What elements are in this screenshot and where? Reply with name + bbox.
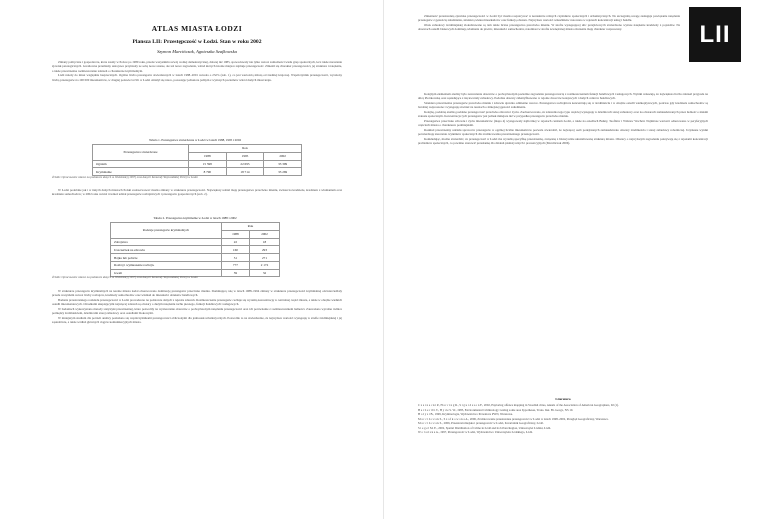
table-cell: Uszczerbek na zdrowiu	[111, 246, 222, 254]
table1-year-group: Rok	[188, 145, 301, 153]
table1-head-label: Przestępstwa stwierdzone	[93, 145, 189, 161]
table-cell: Rozbój i wymuszenie rozbójn.	[111, 261, 222, 269]
table-cell: 777	[221, 261, 249, 269]
table2-year: 1988	[221, 230, 249, 238]
right-text-top	[418, 14, 680, 32]
literature-item: H e r b e r t D. T., H y d e S. W., 1985, Environmental Criminology: testing some area hypotheses, Trans. Inst. Br. Geogr., NS 10.	[418, 407, 574, 412]
authors: Szymon Marcińczak, Agnieszka Szafkowska	[157, 49, 237, 54]
table-cell: Kryminalne	[93, 168, 189, 176]
table1-caption: Tabela 1. Przestępstwa stwierdzone w Łodzi w latach 1988, 1995 i 2002	[148, 138, 242, 142]
paragraph: Zmienność przestrzenną zjawiska przestępczości w Łodzi być można rozpatrywać w kontekście różnych czynników społecznych i urbanistycznych. Na szczególną uwagę zasługuje powiązanie natężenia przestępstw z gęstością zaludnienia, strukturą wieku mieszkańców oraz funkcją obszaru. Najwyższe wartości wskaźników notowano w rejonach koncentracji usług i handlu.	[418, 14, 680, 23]
table-cell: 32	[250, 269, 280, 277]
paragraph: Struktura przestrzenna przestępstw przeciwko mieniu i zdrowiu ujawnia odmienne wzorce. Przestępstwa rozbójnicze koncentrują się w śródmieściu i w obrębie osiedli wielkopłytowych, podczas gdy kradzieże samochodów są bardziej rozproszone i występują również na terenach o mniejszej gęstości zaludnienia.	[418, 100, 708, 110]
paragraph: W badaniach wykorzystano metody statystyki przestrzennej, które pozwoliły na wyznaczenie obszarów o podwyższonym natężeniu przestępczości oraz ich porównanie z rozmieszczeniem ludności. Zauważono wyraźne różnice pomiędzy śródmieściem, dzielnicami starej zabudowy oraz osiedlami blokowymi.	[52, 306, 342, 316]
literature-item: S i e g e l M. E., 2002, Spatial Distribution of Crime in Łódź and its Urban Region, Uniwersytet Łódzki, Łódź.	[418, 425, 551, 430]
literature-item: H o ł y s t B., 1999, Kryminologia, Wydawnictwo Prawnicze PWN, Warszawa.	[418, 412, 513, 416]
atlas-title: ATLAS MIASTA ŁODZI	[151, 24, 243, 33]
literature-item: M a r c i ń c z a k S., S z a f k o w s k a A., 2006, Zróżnicowanie przestrzenne przestępczości w Łodzi w latach 1998–2002, Przegląd Geograficzny, Warszawa.	[418, 416, 609, 421]
table2	[110, 222, 280, 277]
table2-caption: Tabela 2. Przestępstwa kryminalne w Łodzi w latach 1988 i 2002	[153, 216, 237, 220]
table2-year: 2002	[250, 230, 280, 238]
right-text-body	[418, 92, 708, 145]
page-spine	[383, 0, 384, 519]
table-cell: 59	[221, 269, 249, 277]
table1-year: 2002	[264, 152, 302, 160]
table-cell: 51	[221, 254, 249, 262]
table-cell: 2 172	[250, 261, 280, 269]
literature-heading: Literatura	[555, 397, 571, 401]
table1	[92, 144, 302, 176]
right-page	[384, 0, 768, 519]
paragraph: Zmiany polityczne i gospodarcze, które zaszły w Polsce po 1989 roku, przede wszystkim rozwój wolnej demokratycznej, dalszej niż 1985, spowodowały nie tylko wzrost zamożności wielu grup społecznych, lecz także narastanie zjawisk patologicznych. Gwałtowne przemiany ustrojowe przyniosły ze sobą nowe szanse, ale też nowe zagrożenia, wśród których istotne miejsce zajmuje przestępczość. Zmienił się charakter przestępczości, jej struktura i natężenie, a także przestrzenne rozmieszczenie zdarzeń o charakterze kryminalnym.	[52, 60, 342, 73]
plate-title: Plansza LII: Przestępczość w Łodzi. Stan w roku 2002	[132, 39, 262, 45]
end-text	[52, 289, 342, 325]
table1-source: Źródło: Opracowanie własne na podstawie danych A. Wolańskiej (1997) oraz danych Komendy Wojewódzkiej Policji w Łodzi.	[52, 175, 199, 179]
paragraph: Rozkład przestrzenny udziału sprawców przestępstw w ogólnej liczbie mieszkańców pozwala stwierdzić, że najwięcej osób podejrzanych zamieszkiwało obszary śródmieścia i starej zabudowy robotniczej. Uzyskane wyniki potwierdzają znaczenie czynników społecznych dla zróżnicowania przestrzennego przestępczości.	[418, 127, 708, 137]
plate-number-badge: LII	[689, 7, 741, 62]
table-cell: 293	[250, 246, 280, 254]
table1-year: 1988	[188, 152, 226, 160]
table1-year: 1995	[226, 152, 264, 160]
intro-text	[52, 60, 342, 82]
table-cell: 18 714	[226, 168, 264, 176]
table2-source: Źródło: Opracowanie własne na podstawie danych A. Wolańskiej (1997) oraz danych Komendy Wojewódzkiej Policji w Łodzi.	[52, 275, 199, 279]
table2-head-label: Rodzaje przestępstw kryminalnych	[111, 223, 222, 239]
table-cell: Ogółem	[93, 160, 189, 168]
mid-text	[52, 188, 342, 197]
table-cell: Bójka lub pobicie	[111, 254, 222, 262]
paragraph: W niniejszym studium dla potrzeb analizy posłużono się współczynnikami przestępczości obliczonymi dla jednostek urbanistycznych. Pozwoliło to na stwierdzenie, że najwyższe wartości występują w strefie śródmiejskiej i jej sąsiedztwie, a także wzdłuż głównych ciągów komunikacyjnych miasta.	[52, 315, 342, 325]
literature-item: W o l a ń s k a A., 1997, Przestępczość w Łodzi, Wydawnictwo Uniwersytetu Łódzkiego, Łódź.	[418, 430, 533, 434]
table-row	[111, 254, 280, 262]
paragraph: Łódź należy do miast względnie bezpiecznych. Ogólna liczba przestępstw stwierdzonych w latach 1988–2001 wzrosła o 232% (zob. 1), co jest wartością niższą od średniej krajowej. Współczynnik przestępczości, wyrażony liczbą przestępstw na 100 000 mieszkańców, w drugiej połowie lat 90. w Łodzi obniżył się nieco, pozostając jednak na jednym z wyższych poziomów wśród dużych miast kraju.	[52, 73, 342, 82]
table-row	[111, 246, 280, 254]
paragraph: W Łodzi podobnie jak i w innych dużych miastach Polski zaobserwować można zmiany w strukturze przestępczości. Największy udział mają przestępstwa przeciwko mieniu, zwłaszcza kradzieże, kradzieże z włamaniem oraz kradzieże samochodów; w 2002 roku wzrósł również udział przestępstw rozbójniczych i przestępstw gospodarczych (zob. 2).	[52, 188, 342, 197]
paragraph: Konkludując, można stwierdzić, że przestępczość w Łodzi ma wyraźną specyfikę przestrzenną, związaną z historycznie ukształtowaną strukturą miasta. Obszary o najwyższym zagrożeniu pokrywają się z rejonami koncentracji problemów społecznych, co powinno stanowić przesłankę dla działań planistycznych i prewencyjnych (Marcińczak 2006).	[418, 136, 708, 145]
table-row	[111, 238, 280, 246]
paragraph: Badania przestrzennego rozkładu przestępczości w Łodzi prowadzono na podstawie danych z rejestru zdarzeń. Rozmieszczenie przestępstw cechuje się wyraźną koncentracją w centralnej części miasta, a także w obrębie wielkich osiedli mieszkaniowych. Ośrodkami skupiającymi najwięcej zdarzeń są obszary o dużym natężeniu ruchu pieszego, funkcji handlowych i usługowych.	[52, 297, 342, 307]
table-cell: 33 269	[264, 168, 302, 176]
table-cell: 18	[250, 238, 280, 246]
table-cell: 33 399	[264, 160, 302, 168]
paragraph: Przestępstwa przeciwko zdrowiu i życiu mieszkańców (mapa 4) występowały najliczniej w rejonach centrum Łodzi, a także na osiedlach Bałuty, Teofilów i Widzew Wschód. Najniższe wartości odnotowano w peryferyjnych częściach miasta o charakterze podmiejskim.	[418, 118, 708, 128]
literature-item: M a r c i ń c z a k S., 2006, Przestrzeń miejska i przestępczość w Łodzi, Kwartalnik Geograficzny, Łódź.	[418, 421, 544, 425]
literature-list	[418, 403, 708, 435]
table-row	[93, 160, 302, 168]
table-cell: 22 695	[226, 160, 264, 168]
table-cell: 22	[221, 238, 249, 246]
table-row	[111, 261, 280, 269]
paragraph: Kolejną, podobną analizą poddano przestępczość przeciwko zdrowiu i życiu. Zaobserwowano, że zdarzenia tego typu częściej występują w dzielnicach starej zabudowy oraz na obszarach zamieszkiwanych przez ludność o niskim statusie społecznym. Koncentracja tych przestępstw jest jednak mniejsza niż w przypadku przestępstw przeciwko mieniu.	[418, 109, 708, 119]
table2-year-group: Rok	[221, 223, 279, 231]
paragraph: W strukturze przestępstw kryminalnych na terenie miasta nadal obserwowano dominację przestępstw przeciwko mieniu. Dominującą rolę w latach 1988–1994 zmiany w strukturze przestępczości kryminalnej odzwierciedlały przede wszystkim wzrost liczby rozbojów, kradzieży samochodów oraz włamań do mieszkań i obiektów handlowych.	[52, 289, 342, 298]
paragraph: Obok zabudowy śródmiejskiej zlokalizowane są tam także liczne przestępstwa przeciwko mieniu. W strefie występującej ulic przejściowych stwierdzono wyższe natężenie kradzieży z pojazdów. Na obszarach osiedli blokowych dominują włamania do piwnic, mieszkań i samochodów, natomiast w strefie zewnętrznej miasta zdarzenia mają charakter rozproszony.	[418, 22, 680, 32]
paragraph: Kolejnym elementem analizy było zestawienie obszarów o podwyższonym poziomie zagrożenia przestępczością z rozmieszczeniem funkcji handlowych i usługowych. Wyniki wskazują, że największa liczba zdarzeń przypada na ulicę Piotrkowską oraz sąsiadujące z nią kwartały zabudowy. Podobne obszary zidentyfikowano w rejonie dworców kolejowych i dużych centrów handlowych.	[418, 92, 708, 101]
table-cell: 15 598	[188, 160, 226, 168]
table-cell: 160	[221, 246, 249, 254]
table-cell: Gwałt	[111, 269, 222, 277]
literature-item: C z a r n e c k i P., H a r r i n g R., S i g u r d s s o n F., 2002, Exploring offence mapping in Swedish cities, Annals of the Association of American Geographers, 92 (1).	[418, 403, 619, 407]
table-cell: Zabójstwa	[111, 238, 222, 246]
table-cell: 8 790	[188, 168, 226, 176]
table-cell: 271	[250, 254, 280, 262]
